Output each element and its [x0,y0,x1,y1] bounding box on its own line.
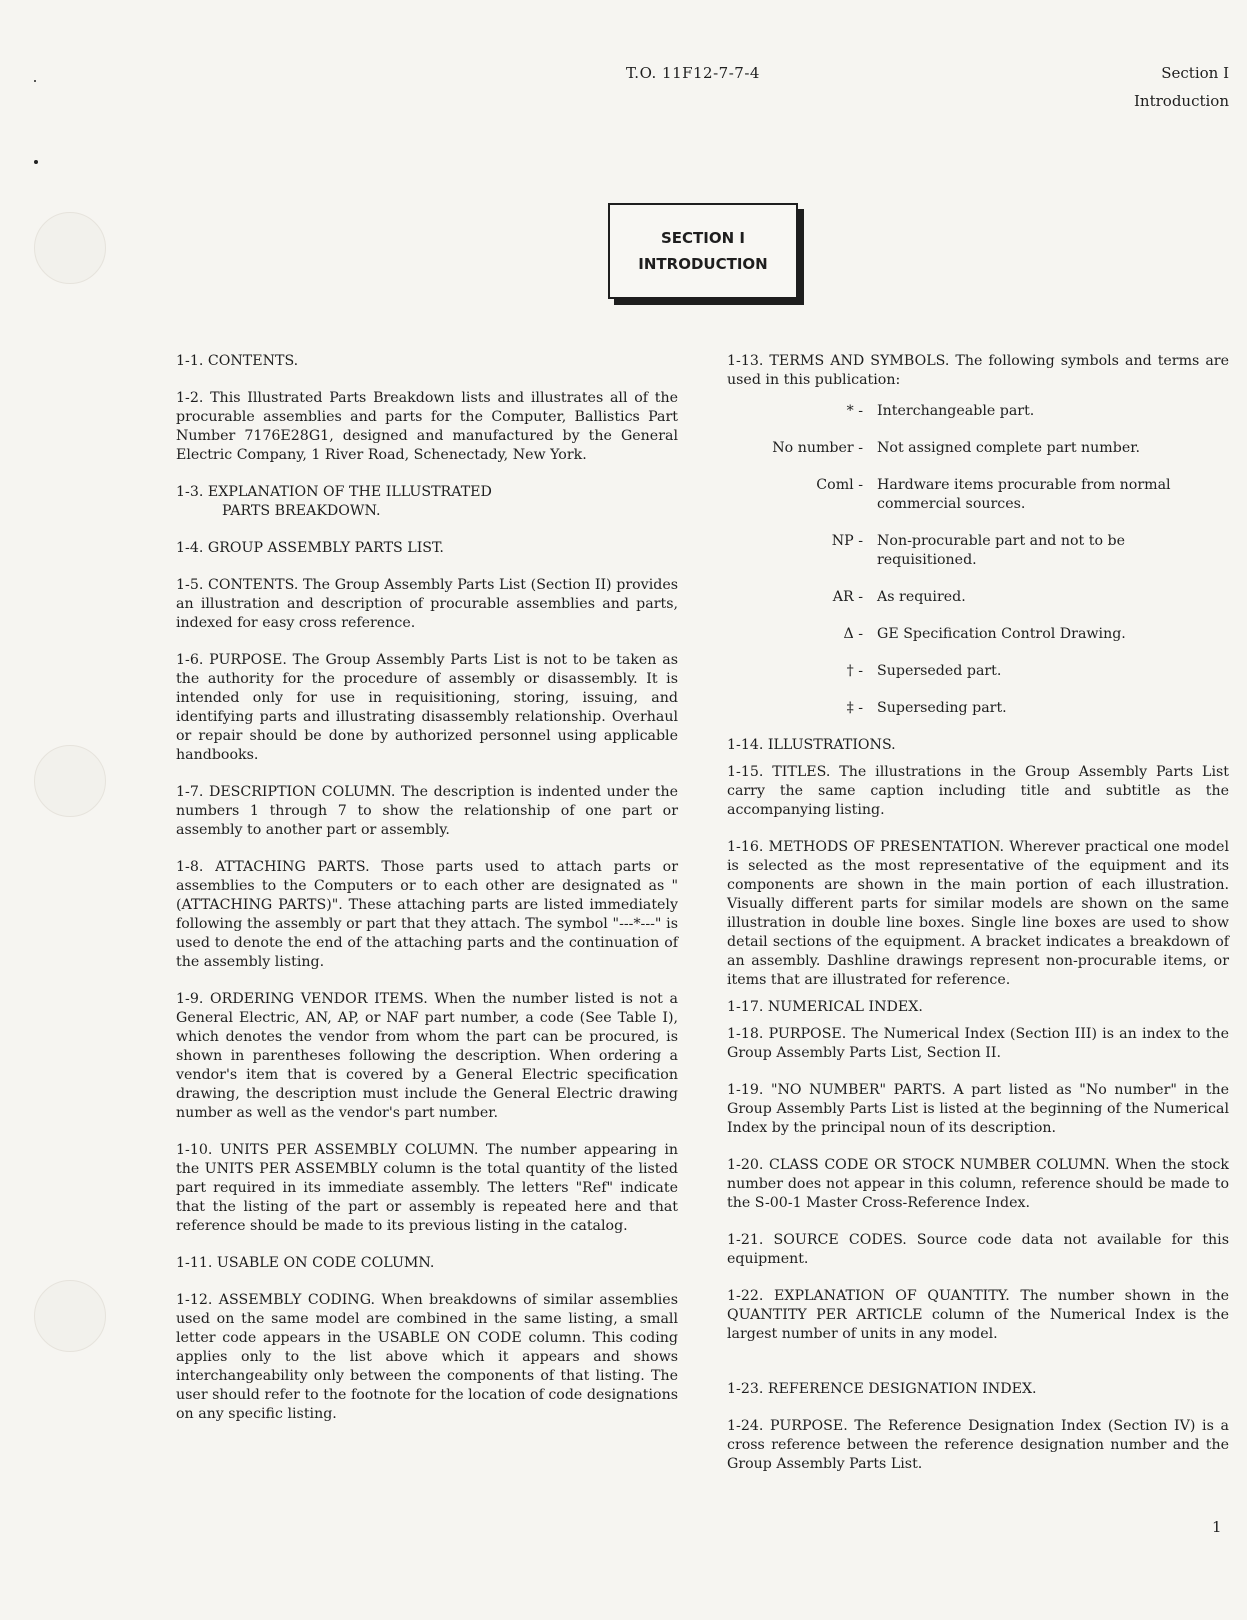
symbol-key: Δ - [843,626,863,642]
symbol-key: No number - [772,440,863,456]
right-paragraph-text: 1-15. TITLES. The illustrations in the Group Assembly Parts List carry the same caption including title and subtitle as the accompanying listing. [727,764,1229,818]
left-paragraph-text: 1-9. ORDERING VENDOR ITEMS. When the number listed is not a General Electric, AN, AP, or NAF part number, a code (See Table I), which denotes the vendor from whom the part can be procured, is shown in parentheses following the description. When ordering a vendor's item that is covered by a General Electric specification drawing, the description must include the General Electric drawing number as well as the vendor's part number. [176,991,678,1121]
left-column [176,352,678,1442]
symbol-key: ‡ - [846,700,863,716]
left-paragraph-text: 1-10. UNITS PER ASSEMBLY COLUMN. The number appearing in the UNITS PER ASSEMBLY column is the total quantity of the listed part required in its immediate assembly. The letters "Ref" indicate that the listing of the part or assembly is repeated here and that reference should be made to its previous listing in the catalog. [176,1142,678,1234]
terms-intro-paragraph: 1-13. TERMS AND SYMBOLS. The following symbols and terms are used in this publication: [727,353,1229,388]
symbol-meaning: Non-procurable part and not to be requisitioned. [877,533,1125,568]
symbol-list [727,402,1229,718]
left-paragraph-text: 1-3. EXPLANATION OF THE ILLUSTRATED [176,484,492,500]
symbol-entry [727,588,1229,607]
symbol-key: NP - [831,533,863,549]
symbol-meaning: Interchangeable part. [877,403,1035,419]
symbol-entry [727,532,1229,570]
right-paragraphs [727,736,1229,1474]
right-paragraph [727,736,1229,755]
left-paragraph-text: 1-12. ASSEMBLY CODING. When breakdowns of similar assemblies used on the same model are combined in the same listing, a small letter code appears in the USABLE ON CODE column. This coding applies only to the list above which it appears and shows interchangeability only between the components of that listing. The user should refer to the footnote for the location of code designations on any specific listing. [176,1292,678,1422]
left-paragraph [176,1254,678,1273]
section-box-line2: INTRODUCTION [638,255,768,273]
left-paragraph [176,783,678,840]
left-paragraph [176,651,678,765]
left-paragraph [176,858,678,972]
right-paragraph-text: 1-14. ILLUSTRATIONS. [727,737,896,753]
left-paragraph-text: 1-11. USABLE ON CODE COLUMN. [176,1255,435,1271]
left-paragraph [176,483,678,521]
left-paragraph-text: 1-4. GROUP ASSEMBLY PARTS LIST. [176,540,444,556]
left-paragraph [176,1141,678,1236]
right-paragraph [727,1417,1229,1474]
page-number: 1 [1212,1518,1222,1536]
right-paragraph-text: 1-22. EXPLANATION OF QUANTITY. The number shown in the QUANTITY PER ARTICLE column of the Numerical Index is the largest number of units in any model. [727,1288,1229,1342]
symbol-entry [727,402,1229,421]
symbol-entry [727,439,1229,458]
symbol-key: Coml - [816,477,863,493]
section-subtitle: Introduction [1134,92,1229,110]
right-paragraph-text: 1-23. REFERENCE DESIGNATION INDEX. [727,1381,1037,1397]
right-column [727,352,1229,1492]
punch-hole-bottom [34,1280,106,1352]
margin-mark [34,80,36,82]
left-paragraph-text: 1-1. CONTENTS. [176,353,299,369]
symbol-entry [727,699,1229,718]
right-paragraph [727,998,1229,1017]
left-paragraph-text: 1-5. CONTENTS. The Group Assembly Parts List (Section II) provides an illustration and description of procurable assemblies and parts, indexed for easy cross reference. [176,577,678,631]
left-paragraph [176,990,678,1123]
section-label: Section I [1161,64,1229,82]
symbol-key: * - [846,403,863,419]
right-paragraph-text: 1-24. PURPOSE. The Reference Designation Index (Section IV) is a cross reference between the reference designation number and the Group Assembly Parts List. [727,1418,1229,1472]
left-paragraph-continuation: PARTS BREAKDOWN. [222,503,381,519]
margin-dot [34,160,38,164]
section-box-line1: SECTION I [661,229,745,247]
section-title-box [608,203,798,299]
symbol-meaning: Not assigned complete part number. [877,440,1140,456]
symbol-meaning: As required. [877,589,966,605]
right-paragraph [727,1025,1229,1063]
symbol-meaning: GE Specification Control Drawing. [877,626,1126,642]
punch-hole-top [34,212,106,284]
symbol-entry [727,476,1229,514]
symbol-entry [727,662,1229,681]
right-paragraph-text: 1-18. PURPOSE. The Numerical Index (Section III) is an index to the Group Assembly Parts List, Section II. [727,1026,1229,1061]
left-paragraph [176,1291,678,1424]
technical-order-number: T.O. 11F12-7-7-4 [626,64,760,82]
right-paragraph-text: 1-17. NUMERICAL INDEX. [727,999,923,1015]
left-paragraph-text: 1-6. PURPOSE. The Group Assembly Parts List is not to be taken as the authority for the procedure of assembly or disassembly. It is intended only for use in requisitioning, storing, issuing, and identifying parts and illustrating disassembly relationship. Overhaul or repair should be done by authorized personnel using applicable handbooks. [176,652,678,763]
right-paragraph [727,1287,1229,1344]
right-paragraph [727,1231,1229,1269]
punch-hole-middle [34,745,106,817]
section-box-frame [608,203,798,299]
right-paragraph [727,1380,1229,1399]
symbol-key: † - [846,663,863,679]
right-paragraph [727,1081,1229,1138]
symbol-key: AR - [832,589,863,605]
left-paragraph [176,539,678,558]
left-paragraph-text: 1-8. ATTACHING PARTS. Those parts used to attach parts or assemblies to the Computers or to each other are designated as "(ATTACHING PARTS)". These attaching parts are listed immediately following the assembly or part that they attach. The symbol "---*---" is used to denote the end of the attaching parts and the continuation of the assembly listing. [176,859,678,970]
right-paragraph-text: 1-21. SOURCE CODES. Source code data not available for this equipment. [727,1232,1229,1267]
right-paragraph-text: 1-16. METHODS OF PRESENTATION. Wherever practical one model is selected as the most representative of the equipment and its components are shown in the main portion of each illustration. Visually different parts for similar models are shown on the same illustration in double line boxes. Single line boxes are used to show detail sections of the equipment. A bracket indicates a breakdown of an assembly. Dashline drawings represent non-procurable items, or items that are illustrated for reference. [727,839,1229,988]
left-paragraph [176,352,678,371]
right-paragraph [727,1156,1229,1213]
symbol-meaning: Superseded part. [877,663,1002,679]
symbol-meaning: Hardware items procurable from normal commercial sources. [877,477,1171,512]
symbol-entry [727,625,1229,644]
right-paragraph [727,763,1229,820]
left-paragraph [176,389,678,465]
right-paragraph [727,838,1229,990]
left-paragraph [176,576,678,633]
left-paragraph-text: 1-7. DESCRIPTION COLUMN. The description is indented under the numbers 1 through 7 to show the relationship of one part or assembly to another part or assembly. [176,784,678,838]
right-paragraph-text: 1-20. CLASS CODE OR STOCK NUMBER COLUMN. When the stock number does not appear in this column, reference should be made to the S-00-1 Master Cross-Reference Index. [727,1157,1229,1211]
symbol-meaning: Superseding part. [877,700,1007,716]
left-paragraph-text: 1-2. This Illustrated Parts Breakdown lists and illustrates all of the procurable assemblies and parts for the Computer, Ballistics Part Number 7176E28G1, designed and manufactured by the General Electric Company, 1 River Road, Schenectady, New York. [176,390,678,463]
right-paragraph-text: 1-19. "NO NUMBER" PARTS. A part listed as "No number" in the Group Assembly Parts List is listed at the beginning of the Numerical Index by the principal noun of its description. [727,1082,1229,1136]
